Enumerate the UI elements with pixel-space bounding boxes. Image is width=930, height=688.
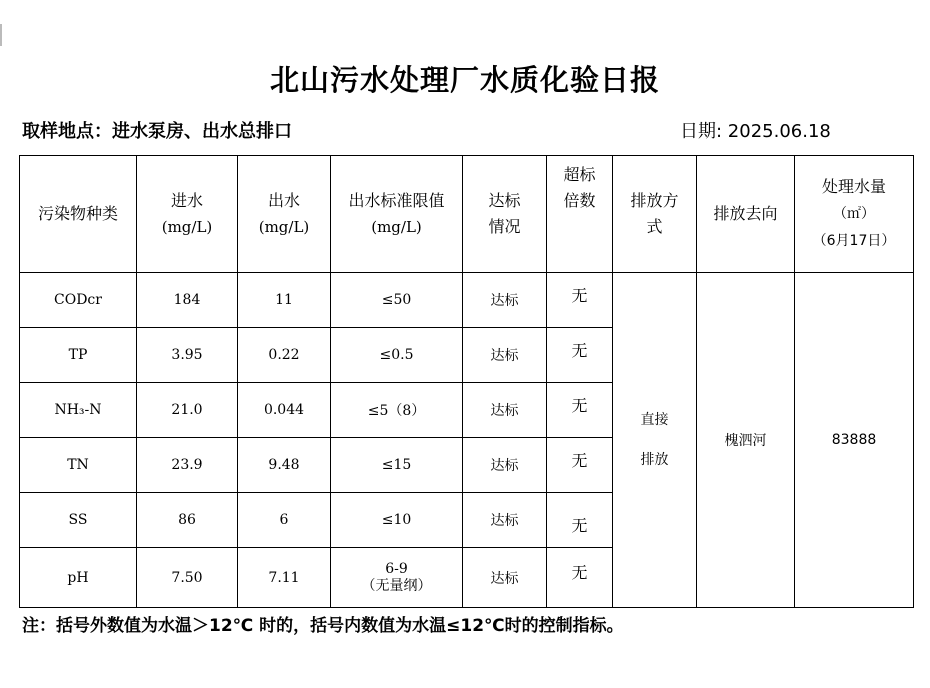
- inflow-value: 86: [137, 493, 238, 548]
- header-standard: 出水标准限值 (mg/L): [331, 156, 463, 273]
- header-destination: 排放去向: [697, 156, 795, 273]
- compliance-status: 达标: [463, 273, 547, 328]
- pollutant-name: pH: [20, 548, 137, 608]
- inflow-value: 7.50: [137, 548, 238, 608]
- header-inflow: 进水 (mg/L): [137, 156, 238, 273]
- window-edge-mark: [0, 24, 2, 46]
- discharge-method: 直接 排放: [613, 273, 697, 608]
- water-quality-table: [19, 155, 914, 608]
- exceed-multiple: 无: [547, 273, 613, 328]
- standard-limit: ≤0.5: [331, 328, 463, 383]
- inflow-value: 3.95: [137, 328, 238, 383]
- standard-limit: ≤15: [331, 438, 463, 493]
- exceed-multiple: 无: [547, 493, 613, 548]
- report-title: 北山污水处理厂水质化验日报: [269, 63, 660, 97]
- standard-limit: ≤5（8）: [331, 383, 463, 438]
- pollutant-name: TN: [20, 438, 137, 493]
- inflow-value: 21.0: [137, 383, 238, 438]
- pollutant-name: CODcr: [20, 273, 137, 328]
- outflow-value: 7.11: [238, 548, 331, 608]
- outflow-value: 11: [238, 273, 331, 328]
- header-volume: 处理水量 （㎡） （6月17日）: [795, 156, 914, 273]
- treated-volume: 83888: [795, 273, 914, 608]
- compliance-status: 达标: [463, 383, 547, 438]
- pollutant-name: TP: [20, 328, 137, 383]
- table-row: [20, 273, 914, 328]
- header-method: 排放方 式: [613, 156, 697, 273]
- exceed-multiple: 无: [547, 438, 613, 493]
- header-exceed: 超标 倍数: [547, 156, 613, 273]
- discharge-destination: 槐泗河: [697, 273, 795, 608]
- compliance-status: 达标: [463, 548, 547, 608]
- inflow-value: 23.9: [137, 438, 238, 493]
- compliance-status: 达标: [463, 493, 547, 548]
- outflow-value: 6: [238, 493, 331, 548]
- table-header-row: [20, 156, 914, 273]
- footnote: 注：括号外数值为水温＞12℃ 时的，括号内数值为水温≤12℃时的控制指标。: [22, 616, 624, 636]
- inflow-value: 184: [137, 273, 238, 328]
- standard-limit: ≤50: [331, 273, 463, 328]
- report-date: 日期: 2025.06.18: [680, 121, 831, 142]
- exceed-multiple: 无: [547, 328, 613, 383]
- exceed-multiple: 无: [547, 383, 613, 438]
- outflow-value: 0.22: [238, 328, 331, 383]
- outflow-value: 0.044: [238, 383, 331, 438]
- header-pollutant: 污染物种类: [20, 156, 137, 273]
- compliance-status: 达标: [463, 438, 547, 493]
- pollutant-name: SS: [20, 493, 137, 548]
- standard-limit: 6-9 （无量纲）: [331, 548, 463, 608]
- standard-note: （无量纲）: [361, 577, 432, 594]
- standard-limit: ≤10: [331, 493, 463, 548]
- exceed-multiple: 无: [547, 548, 613, 608]
- pollutant-name: NH₃-N: [20, 383, 137, 438]
- compliance-status: 达标: [463, 328, 547, 383]
- header-outflow: 出水 (mg/L): [238, 156, 331, 273]
- outflow-value: 9.48: [238, 438, 331, 493]
- header-compliance: 达标 情况: [463, 156, 547, 273]
- sampling-location: 取样地点：进水泵房、出水总排口: [22, 121, 292, 142]
